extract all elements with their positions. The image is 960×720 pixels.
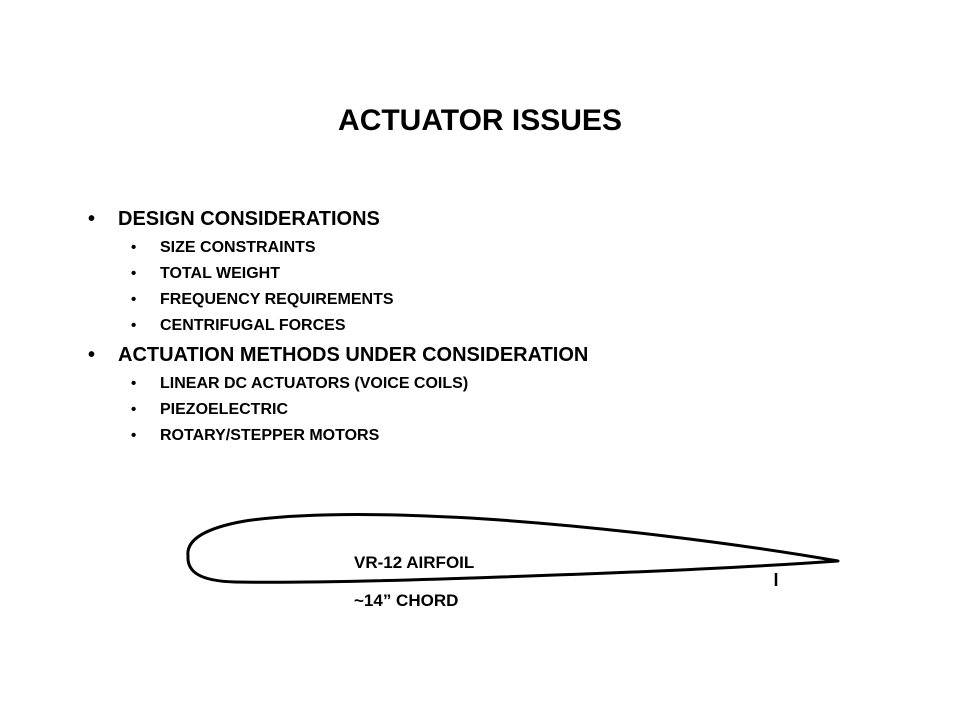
list-item-text: CENTRIFUGAL FORCES	[160, 317, 346, 334]
bullet-icon: •	[131, 317, 137, 334]
slide-title: ACTUATOR ISSUES	[338, 104, 622, 137]
list-item-text: ROTARY/STEPPER MOTORS	[160, 427, 380, 444]
bullet-icon: •	[88, 208, 96, 230]
bullet-icon: •	[131, 427, 137, 444]
list-item-text: FREQUENCY REQUIREMENTS	[160, 291, 394, 308]
list-item-text: TOTAL WEIGHT	[160, 265, 280, 282]
bullet-icon: •	[88, 344, 96, 366]
bullet-icon: •	[131, 401, 137, 418]
section-heading-text: DESIGN CONSIDERATIONS	[118, 208, 380, 230]
bullet-icon: •	[131, 239, 137, 256]
list-item-text: PIEZOELECTRIC	[160, 401, 289, 418]
airfoil-label: VR-12 AIRFOIL	[354, 553, 475, 572]
section-heading-text: ACTUATION METHODS UNDER CONSIDERATION	[118, 344, 589, 366]
airfoil-outline	[188, 515, 838, 583]
bullet-icon: •	[131, 375, 137, 392]
chord-label: ~14” CHORD	[354, 591, 459, 610]
bullet-icon: •	[131, 265, 137, 282]
list-item-text: LINEAR DC ACTUATORS (VOICE COILS)	[160, 375, 469, 392]
bullet-icon: •	[131, 291, 137, 308]
list-item-text: SIZE CONSTRAINTS	[160, 239, 316, 256]
